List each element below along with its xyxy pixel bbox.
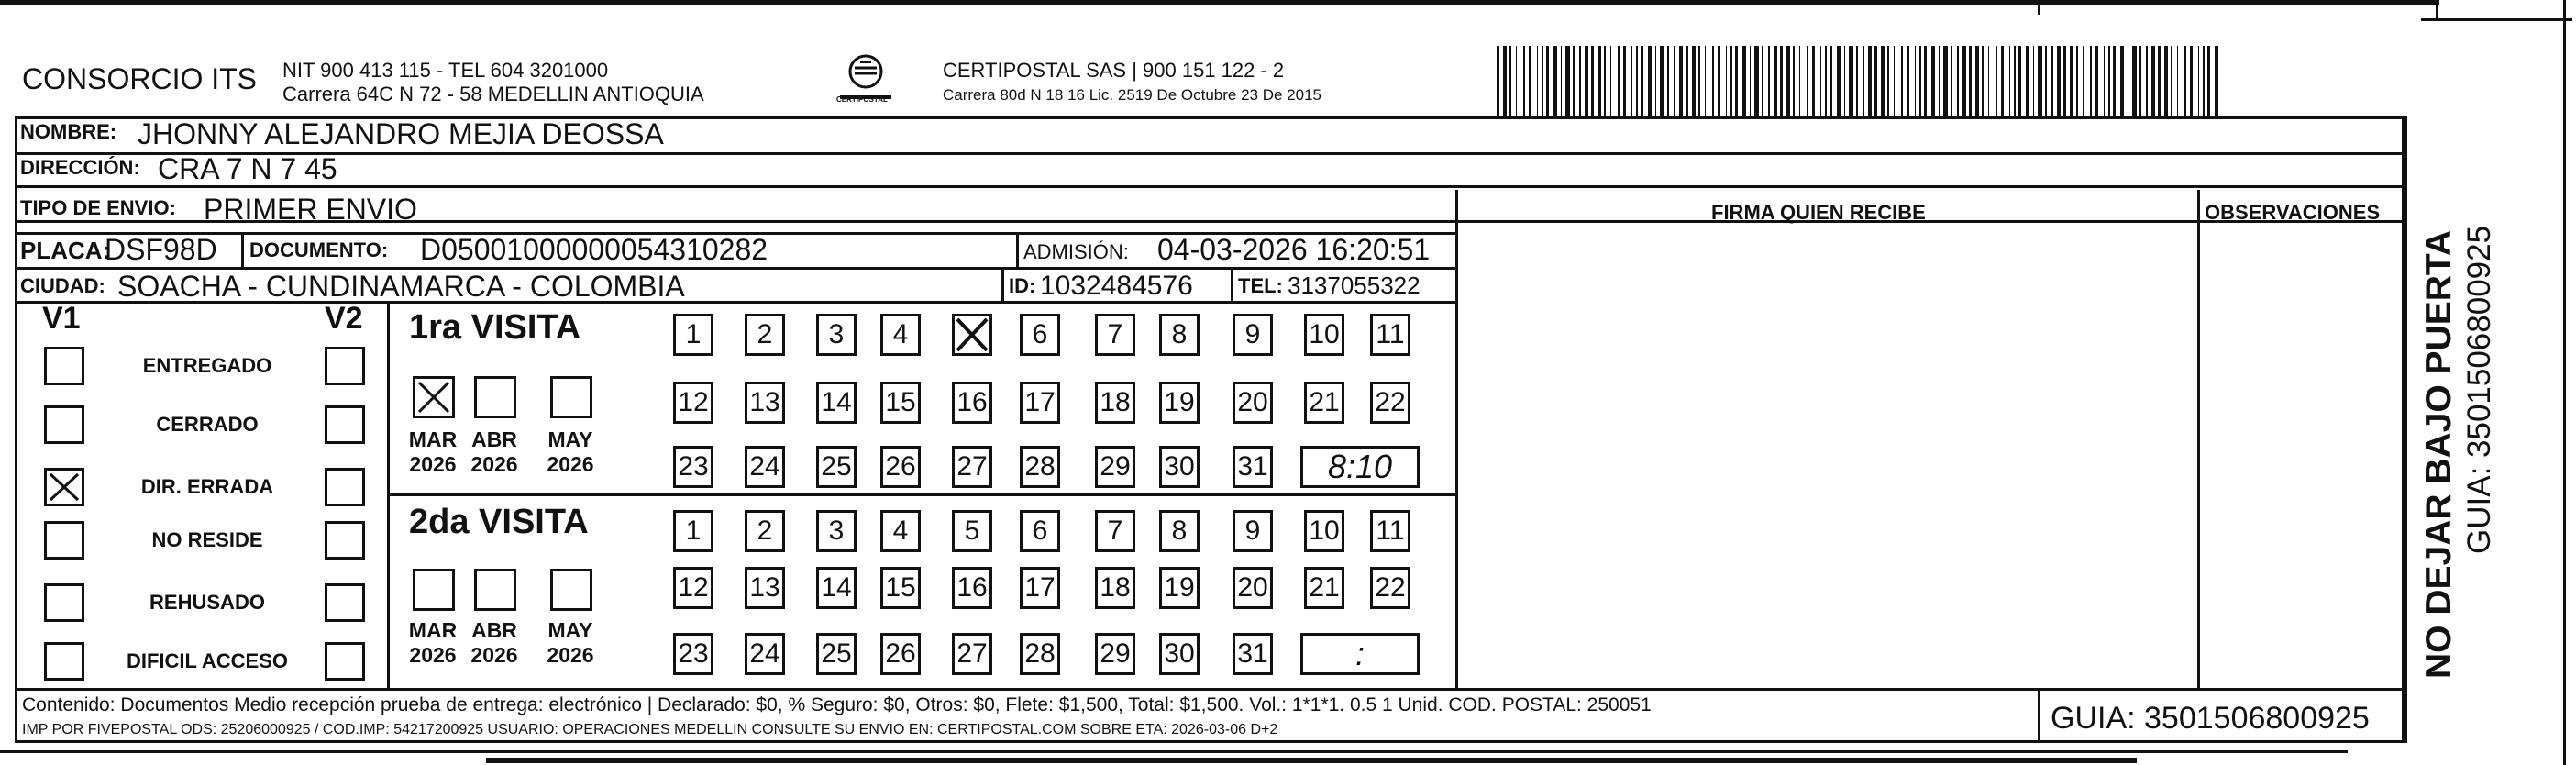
- visit-day-box[interactable]: 25: [816, 633, 857, 675]
- barcode-bar: [1901, 46, 1903, 116]
- visit-day-box[interactable]: 12: [673, 382, 713, 424]
- barcode-bar: [2001, 46, 2004, 116]
- row-line: [15, 152, 2405, 155]
- barcode-bar: [2076, 46, 2078, 116]
- recipient-address-label: DIRECCIÓN:: [20, 156, 140, 179]
- barcode-bar: [2146, 46, 2148, 116]
- barcode-bar: [1692, 46, 1696, 116]
- visit-day-box[interactable]: 29: [1095, 446, 1135, 488]
- visit-day-box[interactable]: 22: [1370, 567, 1410, 609]
- visit-month-checkbox[interactable]: [550, 376, 592, 418]
- barcode-bar: [2215, 46, 2218, 116]
- barcode-bar: [1679, 46, 1683, 116]
- barcode-bar: [1631, 46, 1632, 116]
- barcode-bar: [1641, 46, 1643, 116]
- barcode-bar: [2026, 46, 2029, 116]
- carrier-license: Carrera 80d N 18 16 Lic. 2519 De Octubre 23 De 2015: [943, 86, 1321, 104]
- barcode-bar: [1537, 46, 1538, 116]
- status-v1-checkbox[interactable]: [44, 468, 84, 506]
- barcode-bar: [1762, 46, 1763, 116]
- barcode-bar: [2113, 46, 2116, 116]
- visit-day-box[interactable]: 9: [1233, 510, 1273, 552]
- visit-day-box[interactable]: 31: [1233, 446, 1273, 488]
- barcode-bar: [1660, 46, 1664, 116]
- visit-day-box[interactable]: 16: [952, 567, 992, 609]
- barcode-bar: [2184, 46, 2186, 116]
- barcode-bar: [1919, 46, 1921, 116]
- barcode-bar: [1931, 46, 1935, 116]
- barcode-bar: [1604, 46, 1606, 116]
- barcode-bar: [1863, 46, 1864, 116]
- visit-day-box[interactable]: 28: [1020, 446, 1060, 488]
- visit-day-box[interactable]: 21: [1304, 382, 1344, 424]
- right-edge-line: [2421, 18, 2572, 21]
- barcode-bar: [1529, 46, 1531, 116]
- barcode-bar: [1874, 46, 1877, 116]
- barcode-bar: [1573, 46, 1575, 116]
- barcode-bar: [1735, 46, 1738, 116]
- side-guia: GUIA: 3501506800925: [2461, 225, 2497, 554]
- col-line: [1016, 232, 1019, 267]
- visit-day-box[interactable]: 1: [673, 510, 713, 552]
- barcode-bar: [1951, 46, 1952, 116]
- barcode-bar: [1793, 46, 1795, 116]
- shipment-type-label: TIPO DE ENVIO:: [20, 196, 176, 219]
- barcode-bar: [1509, 46, 1511, 116]
- barcode-bar: [1969, 46, 1972, 116]
- visit-day-box[interactable]: 15: [880, 567, 921, 609]
- barcode-bar: [1780, 46, 1783, 116]
- top-edge-tick: [2436, 0, 2438, 18]
- status-v1-checkbox[interactable]: [44, 347, 84, 385]
- tel-label: TEL:: [1238, 274, 1283, 297]
- visit-day-box[interactable]: 3: [816, 510, 857, 552]
- barcode-bar: [2090, 46, 2092, 116]
- barcode-bar: [1768, 46, 1770, 116]
- visit-day-box[interactable]: 19: [1159, 567, 1200, 609]
- visit-day-box[interactable]: 18: [1095, 567, 1135, 609]
- visit-day-box[interactable]: 28: [1020, 633, 1060, 675]
- visit-day-box[interactable]: 25: [816, 446, 857, 488]
- carrier-name: CERTIPOSTAL SAS | 900 151 122 - 2: [943, 59, 1285, 82]
- shipment-type: PRIMER ENVIO: [204, 193, 417, 226]
- visit-month-checkbox[interactable]: [413, 376, 455, 418]
- barcode-bar: [1542, 46, 1543, 116]
- footer-imp: IMP POR FIVEPOSTAL ODS: 25206000925 / COD.IMP: 54217200925 USUARIO: OPERACIONES MEDELLIN CONSULTE SU ENVIO EN: CERTIPOSTAL.COM SOBRE ETA: 2026-03-06 D+2: [22, 722, 1278, 737]
- barcode-bar: [2045, 46, 2047, 116]
- visit-time-box[interactable]: :: [1300, 633, 1420, 675]
- visit-day-box[interactable]: 24: [745, 446, 785, 488]
- visit-month-checkbox[interactable]: [474, 569, 516, 611]
- barcode-bar: [2051, 46, 2053, 116]
- barcode-bar: [1636, 46, 1638, 116]
- barcode-bar: [2018, 46, 2021, 116]
- barcode-bar: [2164, 46, 2168, 116]
- visit-day-box[interactable]: 29: [1095, 633, 1135, 675]
- top-edge-tick: [2038, 0, 2040, 15]
- status-v2-checkbox[interactable]: [325, 405, 365, 444]
- barcode-bar: [1546, 46, 1549, 116]
- barcode-bar: [2171, 46, 2172, 116]
- barcode-bar: [1686, 46, 1688, 116]
- visit-day-box[interactable]: 10: [1304, 510, 1344, 552]
- observations-label: OBSERVACIONES: [2205, 201, 2381, 224]
- barcode-bar: [1503, 46, 1507, 116]
- city-label: CIUDAD:: [20, 274, 105, 297]
- document-value: D05001000000054310282: [420, 233, 768, 266]
- visit-day-box[interactable]: 20: [1233, 382, 1273, 424]
- barcode-bar: [1623, 46, 1626, 116]
- visit-day-box[interactable]: 19: [1159, 382, 1200, 424]
- barcode-bar: [2139, 46, 2141, 116]
- barcode-bar: [1561, 46, 1562, 116]
- visit-month-label: ABR 2026: [470, 618, 518, 667]
- footer-guia: GUIA: 3501506800925: [2051, 701, 2370, 736]
- footer-content: Contenido: Documentos Medio recepción prueba de entrega: electrónico | Declarado: $0, % Seguro: $0, Otros: $0, Flete: $1,500, Total: $1,500. Vol.: 1*1*1. 0.5 1 Unid. COD. POSTAL: 250051: [22, 694, 1652, 715]
- barcode-bar: [1579, 46, 1581, 116]
- barcode-bar: [1856, 46, 1858, 116]
- company-nit: NIT 900 413 115 - TEL 604 3201000: [282, 59, 609, 82]
- status-v1-checkbox[interactable]: [44, 521, 84, 560]
- visit-month-label: MAR 2026: [408, 427, 458, 476]
- visit-day-box[interactable]: 9: [1233, 314, 1273, 356]
- barcode-bar: [1812, 46, 1815, 116]
- company-address: Carrera 64C N 72 - 58 MEDELLIN ANTIOQUIA: [282, 83, 704, 105]
- visit-day-box[interactable]: 14: [816, 567, 857, 609]
- observations-area[interactable]: [2200, 223, 2404, 687]
- visit-month-label: MAY 2026: [547, 618, 594, 667]
- barcode-bar: [1975, 46, 1979, 116]
- barcode-bar: [1667, 46, 1669, 116]
- barcode-bar: [1799, 46, 1800, 116]
- visit-day-box[interactable]: 7: [1095, 510, 1135, 552]
- row-line: [15, 688, 2405, 691]
- barcode-bar: [2014, 46, 2016, 116]
- barcode-bar: [1712, 46, 1714, 116]
- barcode-bar: [1591, 46, 1594, 116]
- visit-day-box[interactable]: 16: [952, 382, 992, 424]
- visit-day-box[interactable]: 10: [1304, 314, 1344, 356]
- first-visit-title: 1ra VISITA: [409, 308, 581, 347]
- visit-day-box[interactable]: 11: [1370, 510, 1410, 552]
- barcode-bar: [1774, 46, 1777, 116]
- city-value: SOACHA - CUNDINAMARCA - COLOMBIA: [117, 270, 685, 303]
- barcode-bar: [1698, 46, 1700, 116]
- visit-day-box[interactable]: 11: [1370, 314, 1410, 356]
- visit-day-box[interactable]: 24: [745, 633, 785, 675]
- barcode-bar: [2057, 46, 2061, 116]
- visit-day-box[interactable]: 27: [952, 633, 992, 675]
- barcode-bar: [1497, 46, 1499, 116]
- visit-day-box[interactable]: 27: [952, 446, 992, 488]
- visit-day-box[interactable]: 8: [1159, 510, 1200, 552]
- visit-day-box[interactable]: 30: [1159, 446, 1200, 488]
- status-label: CERRADO: [156, 413, 259, 436]
- barcode-bar: [2207, 46, 2210, 116]
- col-line: [241, 232, 244, 267]
- visit-day-box[interactable]: 4: [880, 510, 921, 552]
- visit-month-label: MAY 2026: [547, 427, 594, 476]
- barcode-bar: [1820, 46, 1821, 116]
- barcode-bar: [1585, 46, 1588, 116]
- barcode-bar: [1939, 46, 1940, 116]
- status-label: ENTREGADO: [142, 354, 272, 377]
- col-line: [1231, 267, 1233, 301]
- barcode-bar: [1887, 46, 1889, 116]
- barcode-bar: [1943, 46, 1948, 116]
- row-line: [15, 185, 2405, 188]
- visit-month-label: MAR 2026: [408, 618, 458, 667]
- visit-day-box[interactable]: 7: [1095, 314, 1135, 356]
- id-label: ID:: [1009, 274, 1036, 297]
- barcode-bar: [1957, 46, 1959, 116]
- visit-day-box[interactable]: 15: [880, 382, 921, 424]
- barcode-bar: [2038, 46, 2042, 116]
- barcode-bar: [1924, 46, 1927, 116]
- visit-time-box[interactable]: 8:10: [1300, 446, 1420, 488]
- status-v2-checkbox[interactable]: [325, 642, 365, 681]
- tel-value: 3137055322: [1288, 272, 1421, 299]
- barcode-bar: [2190, 46, 2193, 116]
- barcode-bar: [1962, 46, 1966, 116]
- barcode-bar: [2033, 46, 2034, 116]
- recipient-name: JHONNY ALEJANDRO MEJIA DEOSSA: [138, 117, 664, 150]
- visit-day-box[interactable]: 21: [1304, 567, 1344, 609]
- barcode-bar: [1655, 46, 1656, 116]
- visit-month-checkbox[interactable]: [474, 376, 516, 418]
- document-label: DOCUMENTO:: [249, 238, 389, 261]
- status-v1-checkbox[interactable]: [44, 405, 84, 444]
- barcode-bar: [2070, 46, 2073, 116]
- visit-month-checkbox[interactable]: [413, 569, 455, 611]
- status-label: NO RESIDE: [151, 528, 263, 551]
- visit-day-box[interactable]: 2: [745, 314, 785, 356]
- visit-day-box[interactable]: 6: [1020, 314, 1060, 356]
- visit-day-box[interactable]: 14: [816, 382, 857, 424]
- barcode-bar: [2104, 46, 2105, 116]
- barcode-bar: [1674, 46, 1675, 116]
- visit-day-box[interactable]: 3: [816, 314, 857, 356]
- side-no-dejar: NO DEJAR BAJO PUERTA: [2419, 229, 2459, 679]
- signature-label: FIRMA QUIEN RECIBE: [1711, 201, 1926, 224]
- row-line: [387, 493, 1458, 496]
- visit-day-box[interactable]: 23: [673, 446, 713, 488]
- barcode-bar: [1825, 46, 1827, 116]
- visit-day-box[interactable]: 18: [1095, 382, 1135, 424]
- v1-label: V1: [42, 301, 81, 336]
- company-name: CONSORCIO ITS: [22, 62, 258, 95]
- barcode-bar: [1565, 46, 1570, 116]
- visit-day-box[interactable]: 17: [1020, 382, 1060, 424]
- bottom-edge-line: [0, 750, 2348, 753]
- certipostal-logo-text: CERTIPOSTAL: [836, 95, 888, 104]
- signature-area[interactable]: [1458, 223, 2196, 687]
- visit-day-box[interactable]: 23: [673, 633, 713, 675]
- barcode-bar: [1982, 46, 1984, 116]
- barcode-bar: [2203, 46, 2205, 116]
- visit-month-checkbox[interactable]: [550, 569, 592, 611]
- barcode-bar: [1754, 46, 1759, 116]
- visit-day-box[interactable]: 20: [1233, 567, 1273, 609]
- barcode-bar: [1807, 46, 1808, 116]
- visit-day-box[interactable]: 17: [1020, 567, 1060, 609]
- v2-label: V2: [325, 301, 363, 336]
- barcode-bar: [2132, 46, 2137, 116]
- col-line: [2038, 688, 2040, 743]
- barcode-bar: [2198, 46, 2199, 116]
- barcode-bar: [1516, 46, 1517, 116]
- barcode-bar: [1523, 46, 1525, 116]
- barcode-bar: [1750, 46, 1751, 116]
- barcode-bar: [1718, 46, 1720, 116]
- status-v2-checkbox[interactable]: [325, 468, 365, 506]
- barcode-bar: [1830, 46, 1832, 116]
- right-edge-line: [2563, 0, 2566, 765]
- barcode-bar: [1618, 46, 1620, 116]
- visit-day-box[interactable]: 26: [880, 633, 921, 675]
- barcode-bar: [2158, 46, 2161, 116]
- visit-day-box[interactable]: 13: [745, 567, 785, 609]
- status-v1-checkbox[interactable]: [44, 642, 84, 681]
- barcode-bar: [1648, 46, 1652, 116]
- barcode: [1497, 46, 2221, 117]
- barcode-bar: [1610, 46, 1611, 116]
- visit-month-label: ABR 2026: [470, 427, 518, 476]
- status-v2-checkbox[interactable]: [325, 583, 365, 622]
- barcode-bar: [1705, 46, 1706, 116]
- recipient-address: CRA 7 N 7 45: [158, 152, 337, 185]
- admission-label: ADMISIÓN:: [1023, 240, 1129, 263]
- barcode-bar: [1837, 46, 1841, 116]
- barcode-bar: [2009, 46, 2010, 116]
- barcode-bar: [2108, 46, 2110, 116]
- status-label: REHUSADO: [149, 591, 265, 614]
- id-value: 1032484576: [1040, 271, 1193, 301]
- plate-label: PLACA:: [20, 237, 111, 264]
- visit-day-box[interactable]: [952, 314, 992, 356]
- barcode-bar: [1786, 46, 1790, 116]
- barcode-bar: [2063, 46, 2066, 116]
- bottom-edge-line: [486, 758, 2137, 763]
- barcode-bar: [1881, 46, 1885, 116]
- barcode-bar: [1598, 46, 1601, 116]
- barcode-bar: [1730, 46, 1732, 116]
- recipient-name-label: NOMBRE:: [20, 120, 117, 143]
- barcode-bar: [1849, 46, 1853, 116]
- visit-day-box[interactable]: 22: [1370, 382, 1410, 424]
- barcode-bar: [1894, 46, 1895, 116]
- barcode-bar: [2083, 46, 2084, 116]
- visit-day-box[interactable]: 4: [880, 314, 921, 356]
- visit-day-box[interactable]: 31: [1233, 633, 1273, 675]
- barcode-bar: [2095, 46, 2098, 116]
- barcode-bar: [1742, 46, 1746, 116]
- barcode-bar: [2120, 46, 2124, 116]
- status-v2-checkbox[interactable]: [325, 521, 365, 560]
- admission-value: 04-03-2026 16:20:51: [1157, 233, 1431, 266]
- barcode-bar: [1844, 46, 1845, 116]
- visit-day-box[interactable]: 6: [1020, 510, 1060, 552]
- barcode-bar: [1553, 46, 1557, 116]
- barcode-bar: [1868, 46, 1872, 116]
- barcode-bar: [2151, 46, 2155, 116]
- status-label: DIFICIL ACCESO: [126, 649, 288, 672]
- visit-day-box[interactable]: 12: [673, 567, 713, 609]
- barcode-bar: [1988, 46, 1989, 116]
- col-line: [2405, 116, 2407, 743]
- visit-day-box[interactable]: 13: [745, 382, 785, 424]
- visit-day-box[interactable]: 26: [880, 446, 921, 488]
- col-line: [1001, 267, 1004, 301]
- visit-day-box[interactable]: 2: [745, 510, 785, 552]
- status-v1-checkbox[interactable]: [44, 583, 84, 622]
- barcode-bar: [1915, 46, 1916, 116]
- visit-day-box[interactable]: 1: [673, 314, 713, 356]
- plate-value: DSF98D: [105, 233, 217, 266]
- barcode-bar: [1907, 46, 1909, 116]
- status-label: DIR. ERRADA: [140, 475, 274, 498]
- visit-day-box[interactable]: 30: [1159, 633, 1200, 675]
- status-v2-checkbox[interactable]: [325, 347, 365, 385]
- col-line: [387, 301, 390, 690]
- visit-day-box[interactable]: 5: [952, 510, 992, 552]
- barcode-bar: [1726, 46, 1727, 116]
- second-visit-title: 2da VISITA: [409, 503, 589, 541]
- visit-day-box[interactable]: 8: [1159, 314, 1200, 356]
- top-edge-line: [0, 0, 2439, 5]
- barcode-bar: [2177, 46, 2178, 116]
- barcode-bar: [1996, 46, 1997, 116]
